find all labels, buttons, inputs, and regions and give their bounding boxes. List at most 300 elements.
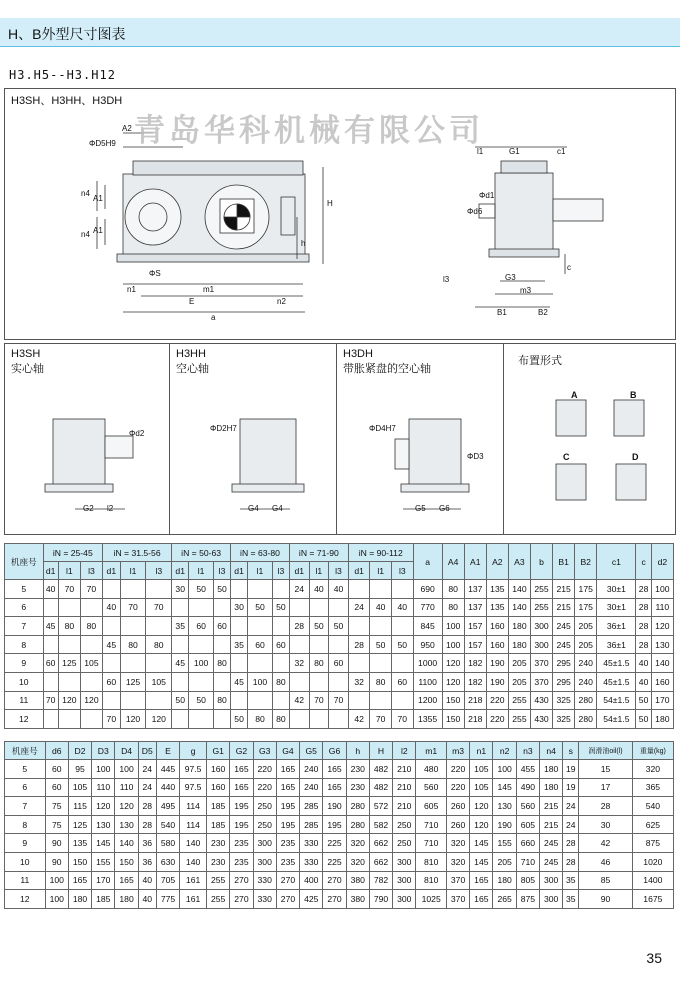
table-cell: 220: [446, 778, 469, 797]
table-cell: 70: [146, 598, 172, 617]
table-cell: 100: [651, 580, 673, 599]
table-cell: 190: [486, 654, 508, 673]
table-cell: 120: [442, 654, 464, 673]
table-cell: [370, 580, 392, 599]
table-cell: 60: [248, 635, 273, 654]
table-cell: 45±1.5: [597, 672, 636, 691]
col-header: n2: [493, 742, 516, 760]
col-header: D5: [138, 742, 156, 760]
table-cell: 175: [575, 580, 597, 599]
table-cell: 50: [309, 617, 329, 636]
table-cell: 770: [413, 598, 442, 617]
table-cell: 300: [540, 871, 563, 890]
col-header: D4: [115, 742, 138, 760]
table-cell: 270: [230, 890, 253, 909]
table-cell: 120: [115, 797, 138, 816]
table-cell: 260: [446, 797, 469, 816]
subcol-l1: l1: [248, 562, 273, 580]
table-cell: 300: [393, 871, 416, 890]
col-header: d6: [45, 742, 68, 760]
label-l1: l1: [477, 147, 484, 156]
table-cell: 125: [68, 815, 91, 834]
table-cell: 185: [207, 797, 230, 816]
col-header: h: [346, 742, 369, 760]
label-n4-top: n4: [81, 189, 90, 198]
ratio-group: iN = 90-112: [348, 544, 413, 562]
table-cell: [370, 617, 392, 636]
table-cell: 75: [45, 797, 68, 816]
table-cell: [120, 617, 146, 636]
table-cell: 30±1: [597, 598, 636, 617]
table-cell: 582: [369, 815, 392, 834]
table-cell: 490: [516, 778, 539, 797]
label-h-upper: H: [327, 199, 333, 208]
table-cell: 90: [579, 890, 632, 909]
table-cell: 875: [516, 890, 539, 909]
table-cell: 370: [446, 871, 469, 890]
table-cell: 28: [563, 834, 579, 853]
table-cell: [213, 635, 230, 654]
col-b: b: [530, 544, 552, 580]
table-cell: 810: [416, 871, 447, 890]
table-cell: 19: [563, 778, 579, 797]
frame-size-cell: 6: [5, 598, 44, 617]
col-header: 润滑油oil(l): [579, 742, 632, 760]
table-cell: 540: [156, 815, 179, 834]
table-cell: 255: [207, 890, 230, 909]
col-header: D3: [92, 742, 115, 760]
table-cell: 60: [45, 760, 68, 779]
table-cell: [189, 598, 214, 617]
table-cell: 710: [416, 834, 447, 853]
table-cell: [120, 580, 146, 599]
table-cell: [172, 710, 189, 729]
table-cell: 165: [68, 871, 91, 890]
table-cell: [348, 580, 370, 599]
table-cell: 80: [146, 635, 172, 654]
table-cell: [329, 635, 349, 654]
table-cell: [43, 635, 58, 654]
table-cell: 300: [253, 834, 276, 853]
table-cell: [248, 617, 273, 636]
table-cell: 270: [276, 871, 299, 890]
label-n1: n1: [127, 285, 136, 294]
table-cell: 380: [346, 871, 369, 890]
table-cell: 495: [156, 797, 179, 816]
table-cell: 1025: [416, 890, 447, 909]
table-cell: 300: [530, 635, 552, 654]
table-cell: 805: [516, 871, 539, 890]
table-cell: 24: [138, 760, 156, 779]
col-header: g: [180, 742, 207, 760]
label-a: a: [211, 313, 216, 322]
col-header: G4: [276, 742, 299, 760]
table-cell: 170: [651, 691, 673, 710]
table-cell: 155: [493, 834, 516, 853]
table-cell: 280: [346, 815, 369, 834]
table-cell: 662: [369, 852, 392, 871]
table-cell: 50: [329, 617, 349, 636]
col-a1: A1: [464, 544, 486, 580]
table-cell: 70: [43, 691, 58, 710]
label-g2: G2: [83, 504, 94, 513]
table-cell: 235: [276, 834, 299, 853]
table-cell: 155: [92, 852, 115, 871]
col-a: a: [413, 544, 442, 580]
table-cell: 215: [540, 815, 563, 834]
table-cell: 30: [231, 598, 248, 617]
table-cell: 220: [253, 778, 276, 797]
table-cell: 105: [470, 760, 493, 779]
table-cell: [102, 654, 120, 673]
table-cell: 161: [180, 871, 207, 890]
table-cell: 330: [300, 834, 323, 853]
table-cell: 180: [651, 710, 673, 729]
table-cell: 130: [115, 815, 138, 834]
table-cell: 235: [230, 834, 253, 853]
table-cell: 135: [486, 598, 508, 617]
table-cell: 845: [413, 617, 442, 636]
label-l3: l3: [443, 275, 450, 284]
col-header: n4: [540, 742, 563, 760]
table-cell: 36±1: [597, 617, 636, 636]
table-cell: 110: [92, 778, 115, 797]
dimension-table-2: [4, 741, 674, 909]
table-cell: 160: [651, 672, 673, 691]
table-cell: 170: [92, 871, 115, 890]
table-cell: 782: [369, 871, 392, 890]
table-cell: 285: [300, 815, 323, 834]
subcol-l3: l3: [80, 562, 102, 580]
table-cell: 255: [207, 871, 230, 890]
table-cell: 50: [189, 691, 214, 710]
table-cell: [213, 710, 230, 729]
table-cell: 105: [470, 778, 493, 797]
table-cell: 100: [45, 871, 68, 890]
table-cell: 70: [80, 580, 102, 599]
label-e: E: [189, 297, 195, 306]
table-row: [5, 635, 674, 654]
table-cell: 165: [276, 778, 299, 797]
table-row: [5, 580, 674, 599]
table-cell: 100: [442, 635, 464, 654]
table-row: [5, 691, 674, 710]
subcol-l1: l1: [120, 562, 146, 580]
label-d1: Φd1: [479, 191, 495, 200]
table-cell: 24: [563, 815, 579, 834]
table-cell: [272, 691, 289, 710]
table-cell: 325: [553, 710, 575, 729]
table-cell: [272, 580, 289, 599]
table-cell: 455: [516, 760, 539, 779]
table-cell: 145: [470, 834, 493, 853]
table-cell: 110: [115, 778, 138, 797]
label-g4-right: G4: [272, 504, 283, 513]
label-m1: m1: [203, 285, 215, 294]
col-header: G2: [230, 742, 253, 760]
table-cell: 137: [464, 580, 486, 599]
col-header: l2: [393, 742, 416, 760]
table-cell: 42: [289, 691, 309, 710]
table-cell: 430: [530, 710, 552, 729]
table-cell: 215: [553, 580, 575, 599]
table-cell: 30: [579, 815, 632, 834]
table2-header: [5, 742, 674, 760]
subcol-l3: l3: [213, 562, 230, 580]
table-cell: 114: [180, 815, 207, 834]
table-cell: 54±1.5: [597, 691, 636, 710]
variant-panel-h3hh: [169, 343, 339, 535]
col-header: m3: [446, 742, 469, 760]
table-cell: 28: [563, 852, 579, 871]
ratio-group: iN = 25-45: [43, 544, 102, 562]
table-cell: 195: [323, 815, 346, 834]
table-cell: 157: [464, 635, 486, 654]
label-b2: B2: [538, 308, 548, 317]
table-cell: 180: [493, 871, 516, 890]
table-cell: 605: [516, 815, 539, 834]
table-cell: 120: [470, 797, 493, 816]
table-cell: [189, 672, 214, 691]
table-cell: [391, 654, 413, 673]
table-cell: 130: [92, 815, 115, 834]
table-cell: 70: [58, 580, 80, 599]
table-cell: 150: [442, 710, 464, 729]
table-cell: 330: [300, 852, 323, 871]
col-header: m1: [416, 742, 447, 760]
table-row: [5, 760, 674, 779]
subcol-d1: d1: [43, 562, 58, 580]
frame-size-cell: 8: [5, 635, 44, 654]
table-cell: 1020: [632, 852, 673, 871]
table-cell: 145: [493, 778, 516, 797]
ratio-group: iN = 71-90: [289, 544, 348, 562]
table-cell: 50: [172, 691, 189, 710]
table-cell: 40: [636, 654, 651, 673]
label-l2: l2: [107, 504, 114, 513]
table-cell: 300: [393, 852, 416, 871]
table-cell: 255: [530, 598, 552, 617]
table-cell: 135: [486, 580, 508, 599]
table-cell: 24: [138, 778, 156, 797]
table-cell: [289, 710, 309, 729]
table-cell: 165: [323, 760, 346, 779]
table-cell: 240: [575, 672, 597, 691]
table-cell: 195: [230, 815, 253, 834]
table-cell: 35: [231, 635, 248, 654]
table-cell: 40: [102, 598, 120, 617]
col-header: G5: [300, 742, 323, 760]
table-cell: 370: [530, 654, 552, 673]
table-cell: 35: [563, 890, 579, 909]
table-cell: [43, 598, 58, 617]
frame-size-cell: 5: [5, 580, 44, 599]
table-cell: [248, 654, 273, 673]
table-cell: 80: [442, 598, 464, 617]
table-cell: [172, 598, 189, 617]
table-cell: 1200: [413, 691, 442, 710]
frame-size-cell: 10: [5, 672, 44, 691]
mounting-position-b: B: [630, 390, 637, 400]
table-cell: 28: [636, 580, 651, 599]
table-cell: 165: [230, 760, 253, 779]
table-cell: 215: [540, 797, 563, 816]
subcol-l1: l1: [370, 562, 392, 580]
table-cell: 180: [540, 778, 563, 797]
table-cell: 195: [276, 815, 299, 834]
col-header: s: [563, 742, 579, 760]
table-cell: 250: [393, 834, 416, 853]
table-row: [5, 778, 674, 797]
table-cell: 320: [346, 834, 369, 853]
table-cell: 482: [369, 778, 392, 797]
table-cell: 50: [213, 580, 230, 599]
table-cell: [189, 635, 214, 654]
table-cell: 35: [172, 617, 189, 636]
main-drawing-title: H3SH、H3HH、H3DH: [11, 95, 123, 107]
table-cell: [370, 654, 392, 673]
table-cell: 205: [493, 852, 516, 871]
table-cell: 572: [369, 797, 392, 816]
table-cell: 365: [632, 778, 673, 797]
col-header: D2: [68, 742, 91, 760]
mounting-drawings: [504, 344, 675, 534]
table-cell: 190: [486, 672, 508, 691]
label-n2: n2: [277, 297, 286, 306]
frame-size-cell: 6: [5, 778, 46, 797]
table-cell: 42: [579, 834, 632, 853]
table-cell: 120: [58, 691, 80, 710]
table-cell: 100: [45, 890, 68, 909]
table-cell: [146, 580, 172, 599]
table-cell: [391, 580, 413, 599]
table-cell: 120: [80, 691, 102, 710]
main-drawing-panel: [4, 88, 676, 340]
table-cell: 36±1: [597, 635, 636, 654]
table-cell: 205: [508, 654, 530, 673]
table-cell: 165: [276, 760, 299, 779]
table-cell: 235: [230, 852, 253, 871]
table-cell: 270: [276, 890, 299, 909]
table-row: [5, 871, 674, 890]
table-cell: 60: [272, 635, 289, 654]
table-cell: 145: [92, 834, 115, 853]
col-a4: A4: [442, 544, 464, 580]
table-cell: 80: [272, 710, 289, 729]
frame-size-cell: 10: [5, 852, 46, 871]
table-cell: 28: [289, 617, 309, 636]
table-cell: 300: [393, 890, 416, 909]
table-cell: 30±1: [597, 580, 636, 599]
frame-size-cell: 9: [5, 834, 46, 853]
table-cell: [289, 598, 309, 617]
table-cell: 320: [446, 834, 469, 853]
table-cell: 1000: [413, 654, 442, 673]
table-row: [5, 654, 674, 673]
table-cell: [120, 654, 146, 673]
subcol-l3: l3: [272, 562, 289, 580]
variant-code: H3SH: [11, 348, 41, 360]
table-cell: 255: [508, 691, 530, 710]
table-cell: [189, 710, 214, 729]
subcol-l3: l3: [329, 562, 349, 580]
table-cell: 330: [253, 890, 276, 909]
table-cell: 270: [323, 890, 346, 909]
table-cell: 425: [300, 890, 323, 909]
table-cell: 230: [346, 778, 369, 797]
table-cell: 175: [575, 598, 597, 617]
table-cell: 40: [329, 580, 349, 599]
label-a1-top: A1: [93, 194, 103, 203]
table-cell: 105: [68, 778, 91, 797]
table-cell: 210: [393, 797, 416, 816]
table-cell: 250: [393, 815, 416, 834]
table-cell: 100: [248, 672, 273, 691]
table-cell: 220: [486, 691, 508, 710]
table-cell: 15: [579, 760, 632, 779]
table-cell: 32: [348, 672, 370, 691]
table-cell: 245: [553, 635, 575, 654]
table-cell: 140: [180, 834, 207, 853]
dimension-table-1: [4, 543, 674, 729]
table-cell: 50: [636, 710, 651, 729]
table-cell: 75: [45, 815, 68, 834]
table-cell: 97.5: [180, 760, 207, 779]
table-cell: [172, 672, 189, 691]
table-cell: 54±1.5: [597, 710, 636, 729]
table-cell: 560: [416, 778, 447, 797]
table-cell: [80, 598, 102, 617]
table-cell: 240: [300, 778, 323, 797]
table-cell: [370, 691, 392, 710]
table-cell: 50: [272, 598, 289, 617]
table-cell: [391, 691, 413, 710]
subcol-d1: d1: [289, 562, 309, 580]
table-cell: 24: [563, 797, 579, 816]
table-cell: [391, 617, 413, 636]
frame-size-cell: 8: [5, 815, 46, 834]
table-cell: 165: [470, 890, 493, 909]
table-cell: 45±1.5: [597, 654, 636, 673]
table-cell: 28: [636, 598, 651, 617]
mounting-title: 布置形式: [518, 355, 562, 367]
table-cell: [146, 654, 172, 673]
table-cell: 250: [253, 815, 276, 834]
table-cell: 580: [156, 834, 179, 853]
table-cell: 255: [530, 580, 552, 599]
table-cell: 35: [563, 871, 579, 890]
table-cell: [102, 617, 120, 636]
table-cell: 400: [300, 871, 323, 890]
table-row: [5, 852, 674, 871]
table-cell: 150: [442, 691, 464, 710]
table-row: [5, 710, 674, 729]
label-d6: Φd6: [467, 207, 483, 216]
label-g4-left: G4: [248, 504, 259, 513]
table-cell: 105: [80, 654, 102, 673]
table-cell: 114: [180, 797, 207, 816]
table-cell: [43, 710, 58, 729]
table-cell: 1355: [413, 710, 442, 729]
table-cell: 775: [156, 890, 179, 909]
label-d2h7: ΦD2H7: [210, 424, 237, 433]
table-cell: 95: [68, 760, 91, 779]
table-cell: 265: [493, 890, 516, 909]
label-a1-bottom: A1: [93, 226, 103, 235]
table-cell: 218: [464, 691, 486, 710]
col-header: H: [369, 742, 392, 760]
table-cell: 100: [92, 760, 115, 779]
